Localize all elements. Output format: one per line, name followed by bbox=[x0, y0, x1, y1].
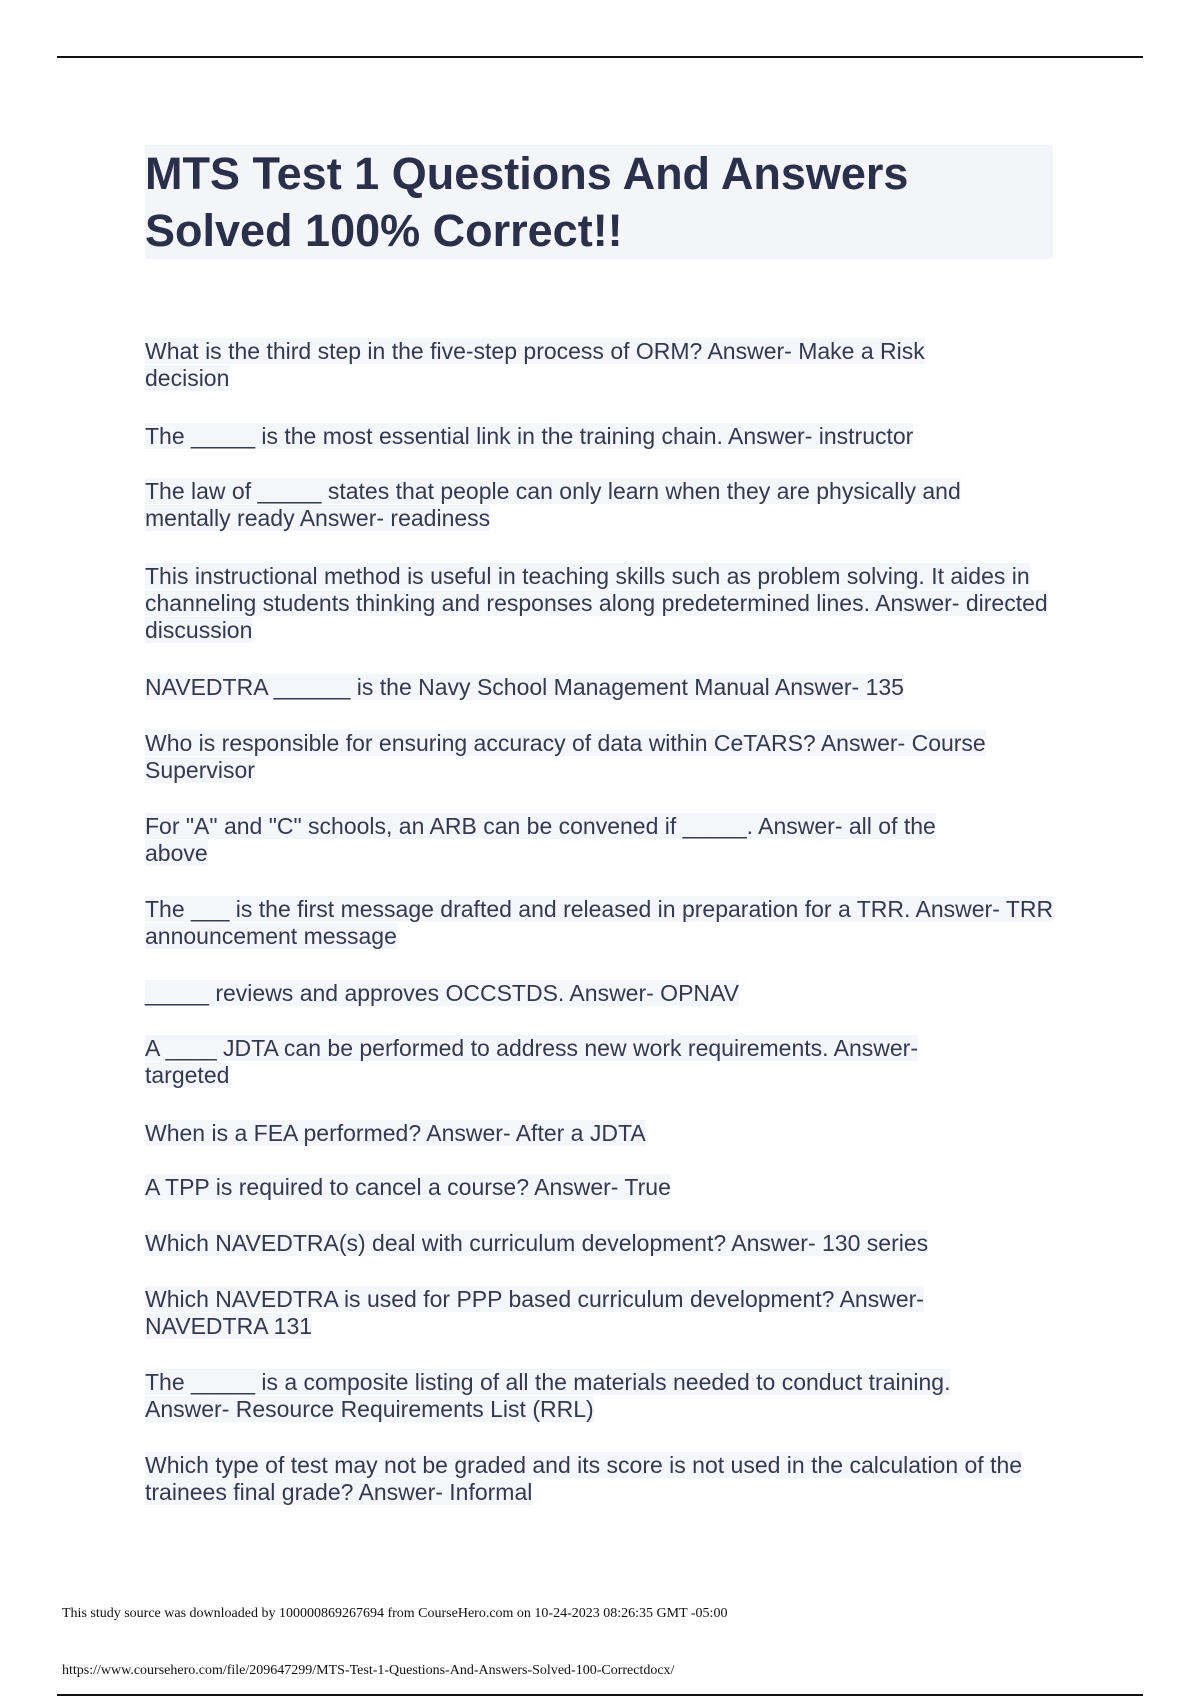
qa-item: The _____ is the most essential link in the training chain. Answer- instructor bbox=[145, 423, 914, 449]
qa-item: Which type of test may not be graded and its score is not used in the calculation of the trainees final grade? Answer- Informal bbox=[145, 1452, 1023, 1505]
qa-item: A TPP is required to cancel a course? Answer- True bbox=[145, 1174, 671, 1200]
qa-item: Which NAVEDTRA(s) deal with curriculum development? Answer- 130 series bbox=[145, 1230, 929, 1256]
title-line-1: MTS Test 1 Questions And Answers bbox=[145, 148, 909, 199]
top-rule bbox=[57, 56, 1143, 58]
qa-item: A ____ JDTA can be performed to address new work requirements. Answer- targeted bbox=[145, 1035, 919, 1088]
qa-item: The law of _____ states that people can only learn when they are physically and mentally ready Answer- readiness bbox=[145, 478, 961, 531]
qa-item: NAVEDTRA ______ is the Navy School Management Manual Answer- 135 bbox=[145, 674, 904, 700]
qa-item: For "A" and "C" schools, an ARB can be convened if _____. Answer- all of the above bbox=[145, 813, 936, 866]
source-url[interactable]: https://www.coursehero.com/file/209647299/MTS-Test-1-Questions-And-Answers-Solved-100-Correctdocx/ bbox=[62, 1663, 675, 1678]
qa-item: The ___ is the first message drafted and released in preparation for a TRR. Answer- TRR announcement message bbox=[145, 896, 1054, 949]
qa-item: What is the third step in the five-step process of ORM? Answer- Make a Risk decision bbox=[145, 338, 925, 391]
qa-item: This instructional method is useful in teaching skills such as problem solving. It aides in channeling students thinking and responses along predetermined lines. Answer- directed discussion bbox=[145, 563, 1048, 643]
bottom-rule bbox=[57, 1694, 1143, 1696]
qa-item: Which NAVEDTRA is used for PPP based curriculum development? Answer- NAVEDTRA 131 bbox=[145, 1286, 924, 1339]
qa-item: The _____ is a composite listing of all the materials needed to conduct training. Answer- Resource Requirements List (RRL) bbox=[145, 1369, 951, 1422]
document-title bbox=[145, 145, 1053, 259]
download-note: This study source was downloaded by 100000869267694 from CourseHero.com on 10-24-2023 08:26:35 GMT -05:00 bbox=[62, 1606, 728, 1621]
qa-item: _____ reviews and approves OCCSTDS. Answer- OPNAV bbox=[145, 980, 739, 1006]
title-line-2: Solved 100% Correct!! bbox=[145, 205, 623, 256]
qa-item: Who is responsible for ensuring accuracy of data within CeTARS? Answer- Course Supervisor bbox=[145, 730, 986, 783]
qa-item: When is a FEA performed? Answer- After a JDTA bbox=[145, 1120, 646, 1146]
